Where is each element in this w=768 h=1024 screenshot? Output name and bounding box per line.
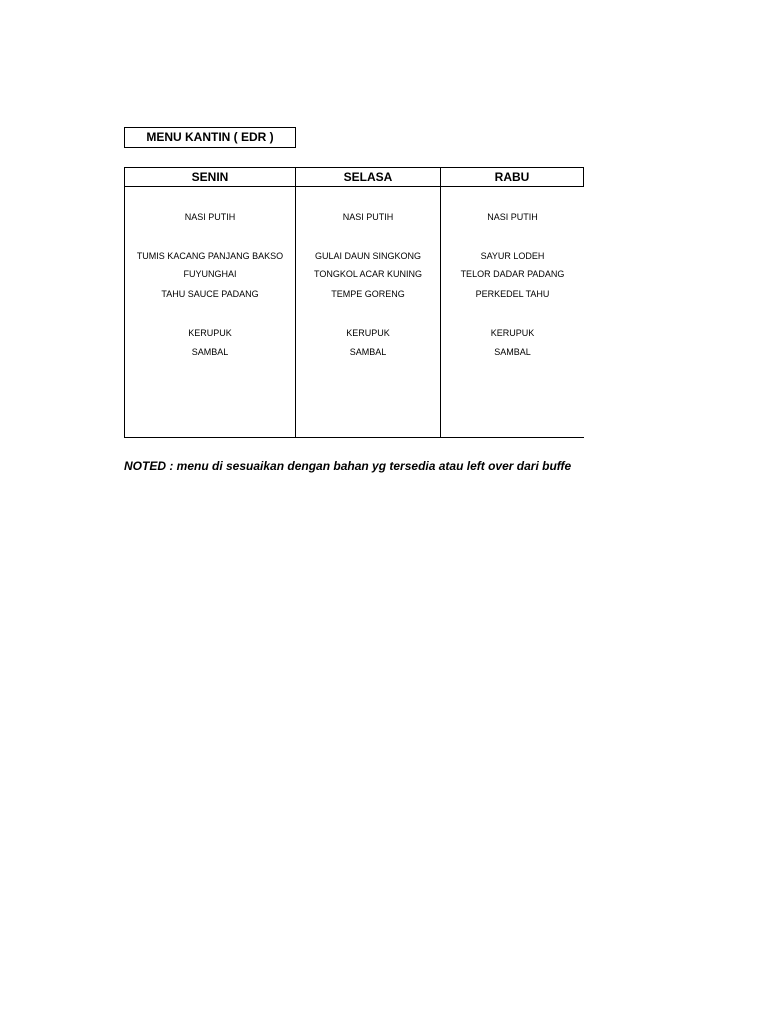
- menu-item-main: TONGKOL ACAR KUNING: [313, 269, 423, 279]
- menu-item-side: KERUPUK: [490, 328, 535, 338]
- menu-item-rice: NASI PUTIH: [487, 212, 538, 222]
- menu-item-side: SAMBAL: [494, 347, 531, 357]
- menu-item-main: TAHU SAUCE PADANG: [161, 289, 259, 299]
- menu-item-main: FUYUNGHAI: [183, 269, 237, 279]
- menu-item-rice: NASI PUTIH: [184, 212, 236, 222]
- day-column-selasa: [296, 168, 441, 437]
- menu-table: [124, 167, 584, 438]
- menu-item-side: KERUPUK: [188, 328, 232, 338]
- day-header: SELASA: [296, 168, 440, 187]
- menu-item-main: SAYUR LODEH: [480, 251, 545, 261]
- day-header: SENIN: [125, 168, 295, 187]
- menu-item-side: SAMBAL: [349, 347, 387, 357]
- menu-item-main: TUMIS KACANG PANJANG BAKSO: [136, 251, 284, 261]
- menu-title: MENU KANTIN ( EDR ): [124, 127, 296, 148]
- menu-item-main: TELOR DADAR PADANG: [460, 269, 565, 279]
- menu-item-side: KERUPUK: [346, 328, 390, 338]
- day-column-senin: [125, 168, 296, 437]
- menu-item-side: SAMBAL: [191, 347, 229, 357]
- menu-note: NOTED : menu di sesuaikan dengan bahan yg tersedia atau left over dari buffe: [124, 459, 572, 473]
- menu-item-main: GULAI DAUN SINGKONG: [314, 251, 422, 261]
- menu-item-main: PERKEDEL TAHU: [475, 289, 550, 299]
- day-column-rabu: [441, 168, 584, 437]
- menu-item-rice: NASI PUTIH: [342, 212, 394, 222]
- day-header: RABU: [441, 168, 584, 187]
- menu-item-main: TEMPE GORENG: [331, 289, 405, 299]
